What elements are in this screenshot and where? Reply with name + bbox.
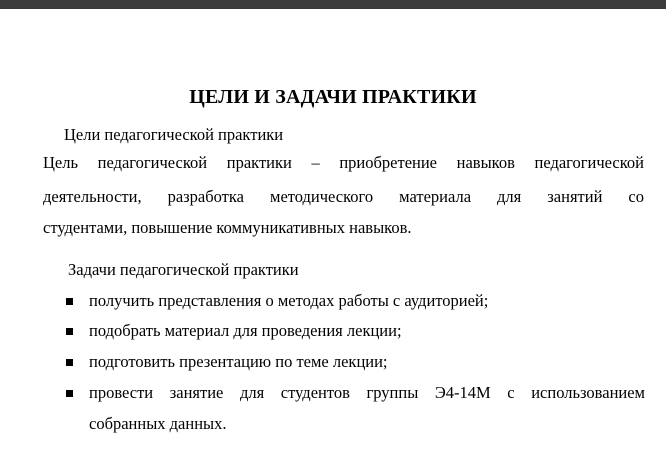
square-bullet-icon xyxy=(66,359,73,366)
page-title: ЦЕЛИ И ЗАДАЧИ ПРАКТИКИ xyxy=(189,86,477,108)
task-list-item xyxy=(0,320,666,342)
tasks-heading: Задачи педагогической практики xyxy=(68,260,299,279)
task-text: провести занятие для студентов группы Э4-14М с использованием xyxy=(89,383,645,402)
document-page xyxy=(0,9,666,455)
goals-heading: Цели педагогической практики xyxy=(64,125,284,144)
task-list-item xyxy=(0,351,666,373)
square-bullet-icon xyxy=(66,328,73,335)
goals-paragraph-line: студентами, повышение коммуникативных навыков. xyxy=(43,218,412,237)
square-bullet-icon xyxy=(66,390,73,397)
square-bullet-icon xyxy=(66,298,73,305)
task-text: подготовить презентацию по теме лекции; xyxy=(89,352,388,371)
goals-paragraph-line: деятельности, разработка методического материала для занятий со xyxy=(43,187,644,206)
goals-paragraph-line: Цель педагогической практики – приобретение навыков педагогической xyxy=(43,153,644,172)
window-top-bar xyxy=(0,0,666,9)
task-list-item xyxy=(0,290,666,312)
task-text-continuation: собранных данных. xyxy=(89,414,227,433)
task-text: получить представления о методах работы с аудиторией; xyxy=(89,291,489,310)
task-text: подобрать материал для проведения лекции; xyxy=(89,321,402,340)
task-list-item xyxy=(0,382,666,404)
